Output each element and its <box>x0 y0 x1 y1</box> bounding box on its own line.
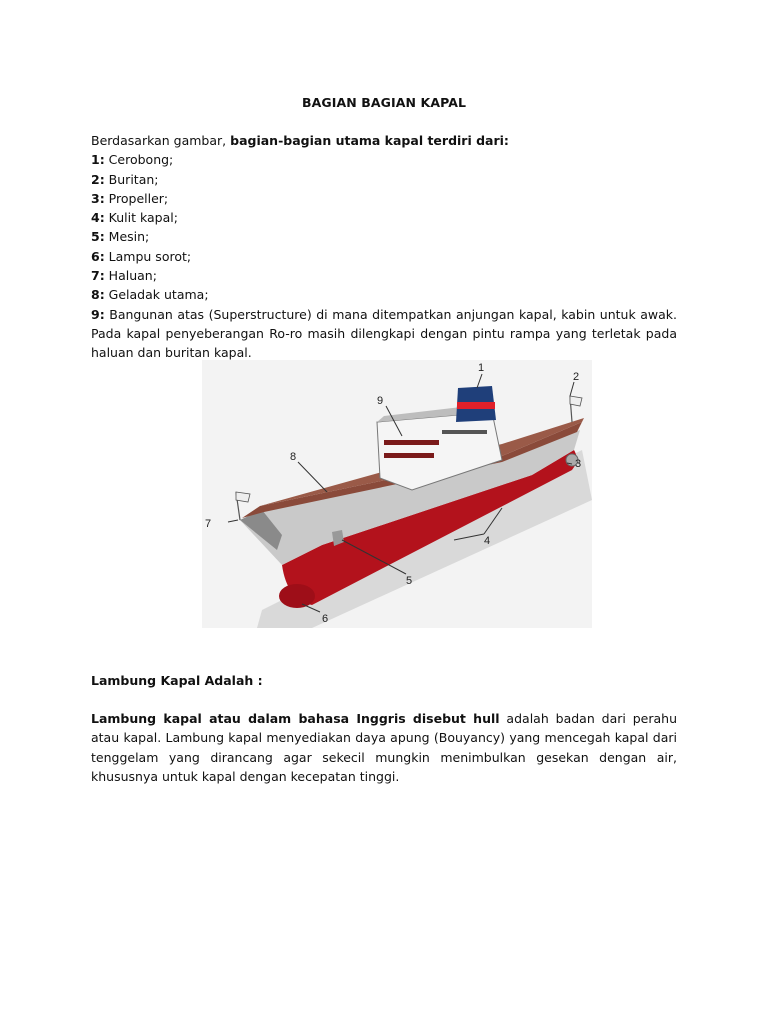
part-item-7 <box>91 266 677 285</box>
part-number: 9: <box>91 306 105 322</box>
part-item-3 <box>91 189 677 208</box>
part-item-2 <box>91 170 677 189</box>
part-text: Propeller; <box>104 190 169 206</box>
funnel-stripe <box>457 402 495 409</box>
part-number: 7: <box>91 268 105 284</box>
callout-3: 3 <box>575 458 582 470</box>
document-title: BAGIAN BAGIAN KAPAL <box>301 95 467 110</box>
callout-8: 8 <box>290 451 297 463</box>
part-number: 4: <box>91 210 105 226</box>
part-text: Cerobong; <box>104 152 174 168</box>
callout-5: 5 <box>406 575 413 587</box>
part-number: 1: <box>91 152 105 168</box>
parts-list-section <box>91 131 677 363</box>
callout-2: 2 <box>573 371 580 383</box>
callout-7: 7 <box>205 518 212 530</box>
hull-paragraph <box>91 709 677 786</box>
part-item-6 <box>91 247 677 266</box>
callout-9: 9 <box>377 395 384 407</box>
part-text: Kulit kapal; <box>104 210 178 226</box>
intro-sentence <box>91 131 677 150</box>
part-text: Buritan; <box>104 171 159 187</box>
part-item-1 <box>91 150 677 169</box>
part-item-9 <box>91 305 677 363</box>
part-number: 8: <box>91 287 105 303</box>
callout-1: 1 <box>478 362 485 374</box>
window-row <box>384 440 439 445</box>
part-text: Bangunan atas (Superstructure) di mana ditempatkan anjungan kapal, kabin untuk awak. Pada kapal penyeberangan Ro-ro masih dilengkapi dengan pintu rampa yang terletak pada haluan dan buritan kapal. <box>91 306 677 361</box>
part-text: Geladak utama; <box>104 287 209 303</box>
part-item-4 <box>91 208 677 227</box>
ship-diagram <box>202 360 592 628</box>
part-number: 6: <box>91 248 105 264</box>
callout-6: 6 <box>322 613 329 625</box>
part-item-5 <box>91 227 677 246</box>
part-number: 5: <box>91 229 105 245</box>
part-number: 2: <box>91 171 105 187</box>
bulbous-bow <box>279 584 315 608</box>
intro-lead-bold: bagian-bagian utama kapal terdiri dari: <box>230 133 509 148</box>
window-row <box>442 430 487 434</box>
stern-flag-icon <box>570 396 582 406</box>
part-item-8 <box>91 285 677 304</box>
part-text: Lampu sorot; <box>104 248 192 264</box>
part-text: Mesin; <box>104 229 150 245</box>
part-number: 3: <box>91 190 105 206</box>
section-heading: Lambung Kapal Adalah : <box>91 673 263 688</box>
hull-paragraph-text: adalah badan dari perahu atau kapal. Lambung kapal menyediakan daya apung (Bouyancy) yang mencegah kapal dari tenggelam yang dirancang agar sekecil mungkin menimbulkan gesekan dengan air, khususnya untuk kapal dengan kecepatan tinggi. <box>91 711 677 784</box>
bow-flag-icon <box>236 492 250 502</box>
callout-4: 4 <box>484 535 491 547</box>
part-text: Haluan; <box>104 268 157 284</box>
window-row <box>384 453 434 458</box>
intro-lead: Berdasarkan gambar, <box>91 133 231 148</box>
ship-illustration <box>202 360 592 628</box>
hull-paragraph-bold: Lambung kapal atau dalam bahasa Inggris disebut hull <box>91 711 500 726</box>
